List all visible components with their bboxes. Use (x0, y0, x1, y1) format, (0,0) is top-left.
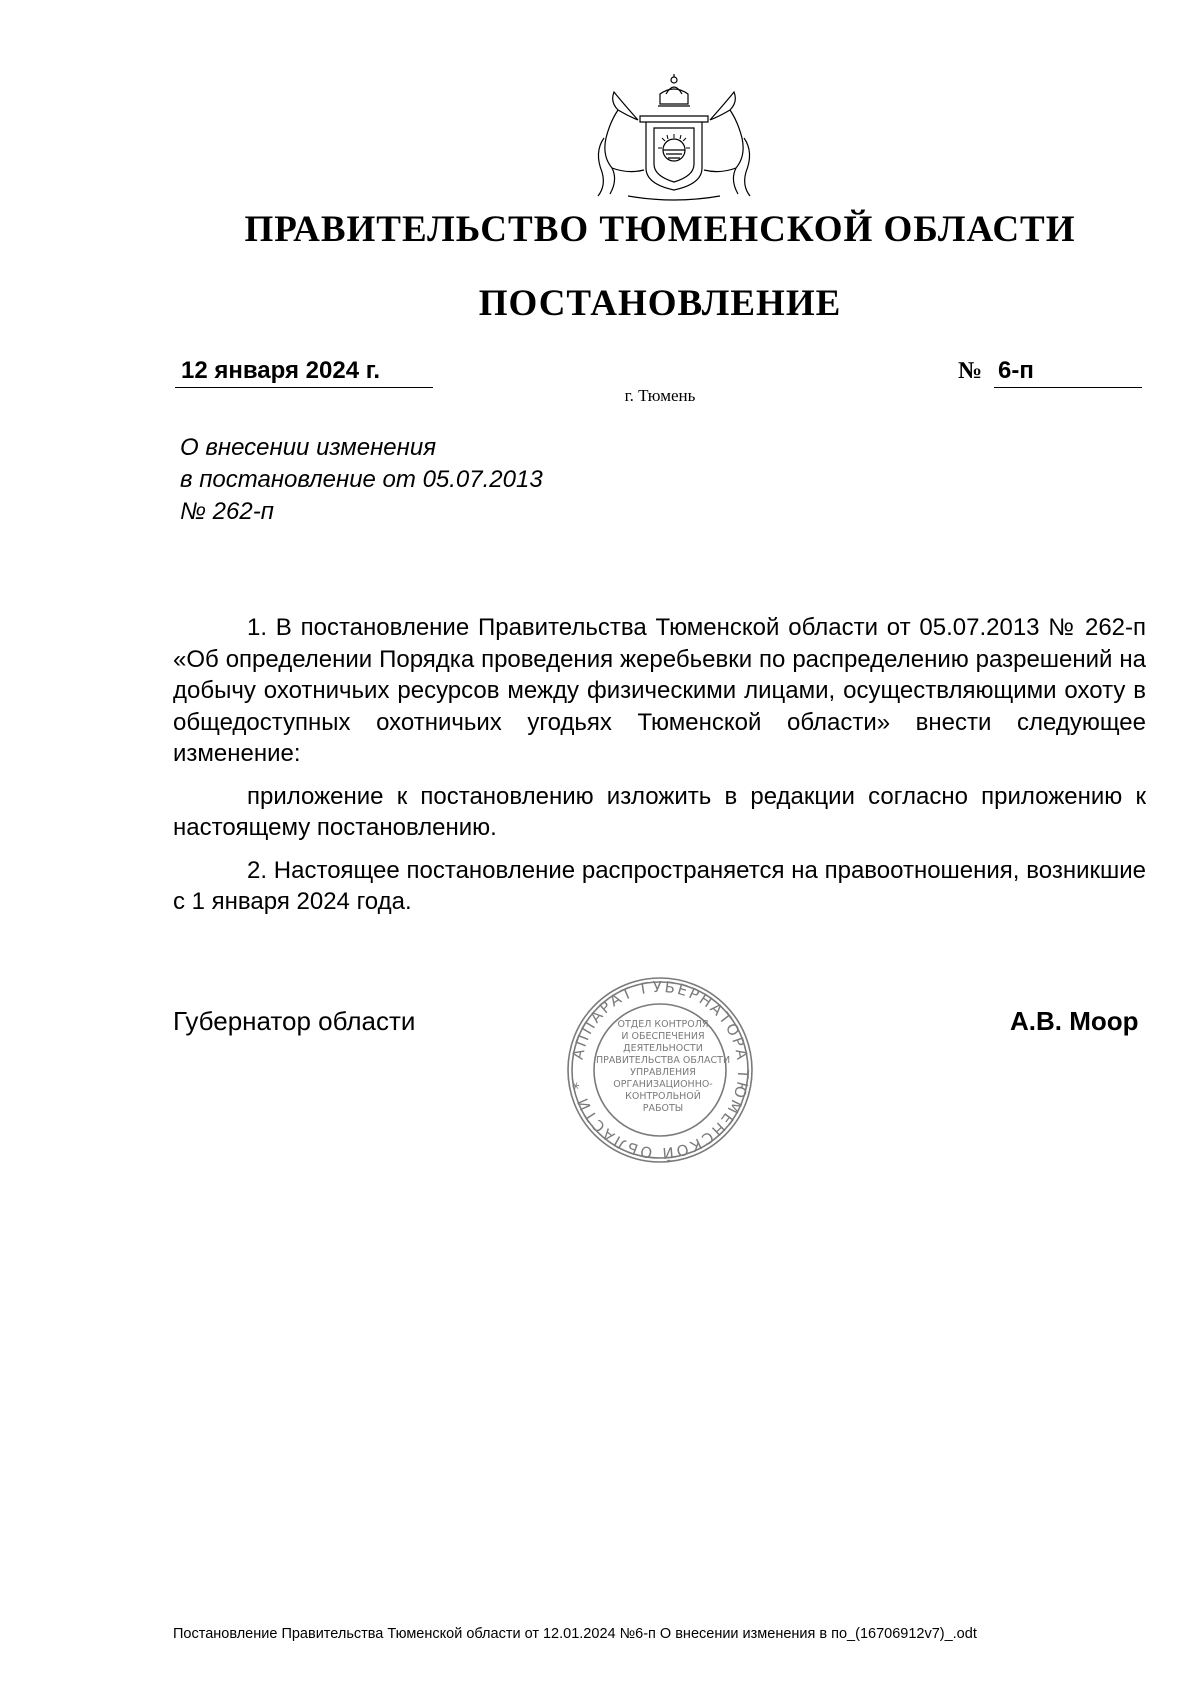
paragraph-3: 2. Настоящее постановление распространяется на правоотношения, возникшие с 1 января 2024 года. (173, 856, 1146, 915)
city-label: г. Тюмень (624, 386, 696, 405)
subject-line-2: в постановление от 05.07.2013 (180, 466, 543, 493)
subject-line-3: № 262-п (180, 498, 274, 525)
svg-text:ПРАВИТЕЛЬСТВА ОБЛАСТИ: ПРАВИТЕЛЬСТВА ОБЛАСТИ (595, 1055, 731, 1066)
svg-text:АППАРАТ ГУБЕРНАТОРА ТЮМЕНСКОЙ: АППАРАТ ГУБЕРНАТОРА ТЮМЕНСКОЙ ОБЛАСТИ * (568, 977, 753, 1163)
svg-text:УПРАВЛЕНИЯ: УПРАВЛЕНИЯ (630, 1067, 696, 1078)
signatory-name: А.В. Моор (1010, 1006, 1139, 1036)
coat-of-arms-emblem (588, 72, 760, 204)
document-body (173, 612, 1146, 929)
paragraph-1: 1. В постановление Правительства Тюменской области от 05.07.2013 № 262-п «Об определении Порядка проведения жеребьевки по распределению разрешений на добычу охотничьих ресурсов между физическими лицами, осуществляющими охоту в общедоступных охотничьих угодьях Тюменской области» внести следующее изменение: (173, 614, 1146, 767)
paragraph-2: приложение к постановлению изложить в редакции согласно приложению к настоящему постановлению. (173, 782, 1146, 841)
svg-text:ДЕЯТЕЛЬНОСТИ: ДЕЯТЕЛЬНОСТИ (623, 1043, 703, 1054)
svg-text:КОНТРОЛЬНОЙ: КОНТРОЛЬНОЙ (625, 1091, 701, 1102)
svg-text:РАБОТЫ: РАБОТЫ (642, 1103, 684, 1114)
government-title: ПРАВИТЕЛЬСТВО ТЮМЕНСКОЙ ОБЛАСТИ (244, 209, 1076, 250)
document-subject (180, 432, 700, 528)
official-stamp (565, 975, 755, 1165)
document-number: 6-п (994, 356, 1142, 388)
document-date: 12 января 2024 г. (175, 356, 433, 388)
svg-text:И ОБЕСПЕЧЕНИЯ: И ОБЕСПЕЧЕНИЯ (621, 1031, 705, 1042)
document-type-title: ПОСТАНОВЛЕНИЕ (478, 283, 842, 324)
file-footer: Постановление Правительства Тюменской области от 12.01.2024 №6-п О внесении изменения в по_(16706912v7)_.odt (173, 1626, 977, 1642)
signatory-title: Губернатор области (173, 1006, 416, 1036)
svg-text:ОТДЕЛ КОНТРОЛЯ: ОТДЕЛ КОНТРОЛЯ (617, 1019, 709, 1030)
subject-line-1: О внесении изменения (180, 434, 437, 461)
number-sign: № (958, 358, 983, 384)
svg-text:ОРГАНИЗАЦИОННО-: ОРГАНИЗАЦИОННО- (613, 1079, 713, 1090)
